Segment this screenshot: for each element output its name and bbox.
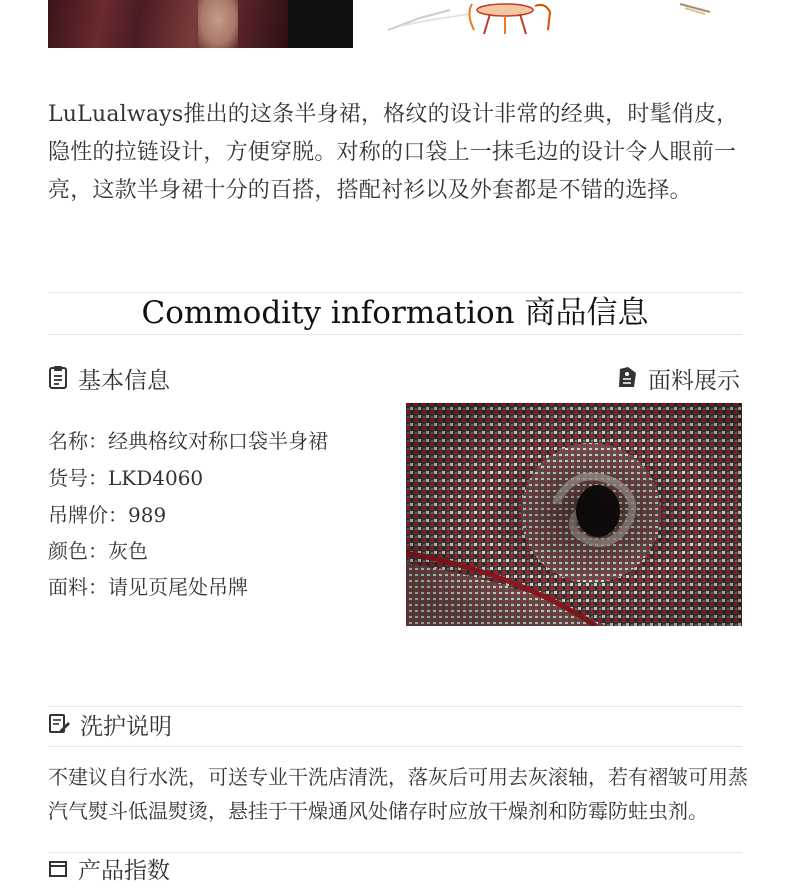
next-section-heading bbox=[48, 856, 170, 886]
info-row-material bbox=[48, 574, 248, 600]
info-value: 经典格纹对称口袋半身裙 bbox=[108, 429, 328, 453]
divider bbox=[48, 852, 742, 853]
cafe-illustration bbox=[380, 0, 720, 40]
info-row-name bbox=[48, 428, 328, 454]
basic-info-heading bbox=[48, 365, 170, 397]
info-row-color bbox=[48, 538, 148, 564]
next-section-title: 产品指数 bbox=[78, 858, 170, 884]
fabric-tag-icon bbox=[616, 365, 648, 397]
info-value: 989 bbox=[128, 503, 167, 527]
section-title: Commodity information 商品信息 bbox=[141, 295, 649, 331]
info-label: 面料： bbox=[48, 575, 108, 599]
info-row-price bbox=[48, 502, 166, 528]
divider bbox=[48, 746, 742, 747]
fabric-swatch-image bbox=[406, 403, 742, 626]
divider bbox=[48, 334, 742, 335]
info-label: 颜色： bbox=[48, 539, 108, 563]
care-instructions: 不建议自行水洗，可送专业干洗店清洗，落灰后可用去灰滚轴，若有褶皱可用蒸汽气熨斗低温熨烫，悬挂于干燥通风处储存时应放干燥剂和防霉防蛀虫剂。 bbox=[48, 765, 748, 823]
info-value: 灰色 bbox=[108, 539, 148, 563]
clipboard-icon bbox=[48, 365, 78, 397]
basic-info-title: 基本信息 bbox=[78, 368, 170, 394]
care-heading bbox=[48, 712, 172, 742]
intro-paragraph: LuLualways推出的这条半身裙，格纹的设计非常的经典，时髦俏皮，隐性的拉链设计，方便穿脱。对称的口袋上一抹毛边的设计令人眼前一亮，这款半身裙十分的百搭，搭配衬衫以及外套都是不错的选择。 bbox=[48, 102, 739, 203]
info-row-sku bbox=[48, 465, 203, 491]
info-value: 请见页尾处吊牌 bbox=[108, 575, 248, 599]
divider bbox=[48, 706, 742, 707]
fabric-heading bbox=[616, 365, 740, 397]
notepad-pen-icon bbox=[48, 712, 80, 742]
fabric-title: 面料展示 bbox=[648, 368, 740, 394]
care-title: 洗护说明 bbox=[80, 714, 172, 740]
info-label: 名称： bbox=[48, 429, 108, 453]
info-value: LKD4060 bbox=[108, 466, 204, 490]
info-label: 货号： bbox=[48, 466, 108, 490]
info-label: 吊牌价： bbox=[48, 503, 128, 527]
model-photo bbox=[48, 0, 353, 48]
index-icon bbox=[48, 856, 78, 886]
